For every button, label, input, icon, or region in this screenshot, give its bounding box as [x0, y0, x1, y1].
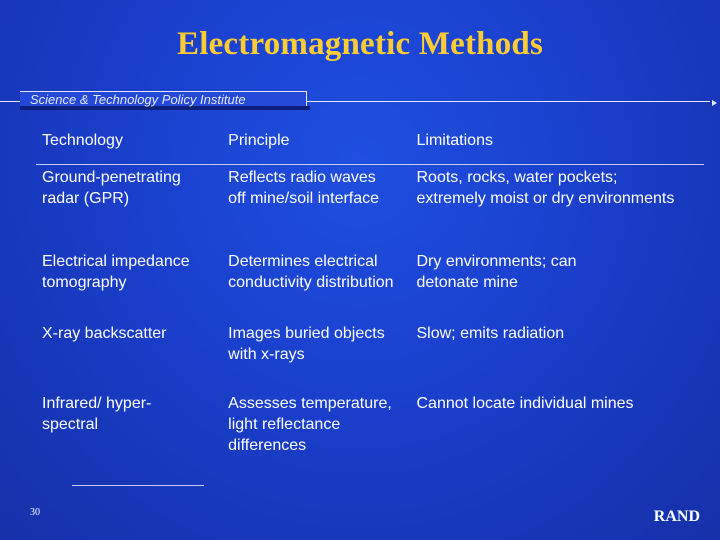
cell-principle: Determines electrical conductivity distribution	[228, 252, 394, 291]
methods-table	[36, 124, 704, 461]
cell-technology: Electrical impedance tomography	[42, 252, 190, 291]
page-number: 30	[30, 507, 40, 518]
table-row	[36, 321, 704, 391]
cell-limitations: Dry environments; can detonate mine	[416, 252, 577, 291]
institute-label: Science & Technology Policy Institute	[30, 92, 246, 107]
cell-principle: Images buried objects with x-rays	[228, 324, 385, 363]
table-row	[36, 249, 704, 321]
header-limitations: Limitations	[416, 132, 493, 149]
table-header-row	[36, 124, 704, 165]
header-technology: Technology	[42, 132, 123, 149]
cell-principle: Assesses temperature, light reflectance differences	[228, 394, 392, 454]
cell-limitations: Cannot locate individual mines	[416, 394, 634, 412]
rand-logo: RAND	[653, 508, 700, 525]
cell-limitations: Roots, rocks, water pockets; extremely moist or dry environments	[416, 169, 675, 207]
cell-principle: Reflects radio waves off mine/soil interface	[228, 169, 380, 207]
cell-technology: X-ray backscatter	[42, 324, 167, 342]
header-principle: Principle	[228, 132, 290, 149]
arrow-icon	[712, 100, 717, 106]
slide-title: Electromagnetic Methods	[177, 26, 543, 62]
cell-technology: Ground-penetrating radar (GPR)	[42, 169, 181, 207]
table-row	[36, 391, 704, 461]
cell-technology: Infrared/ hyper-spectral	[42, 394, 152, 433]
footer-divider	[72, 485, 204, 486]
table-row	[36, 165, 704, 249]
cell-limitations: Slow; emits radiation	[416, 324, 565, 342]
